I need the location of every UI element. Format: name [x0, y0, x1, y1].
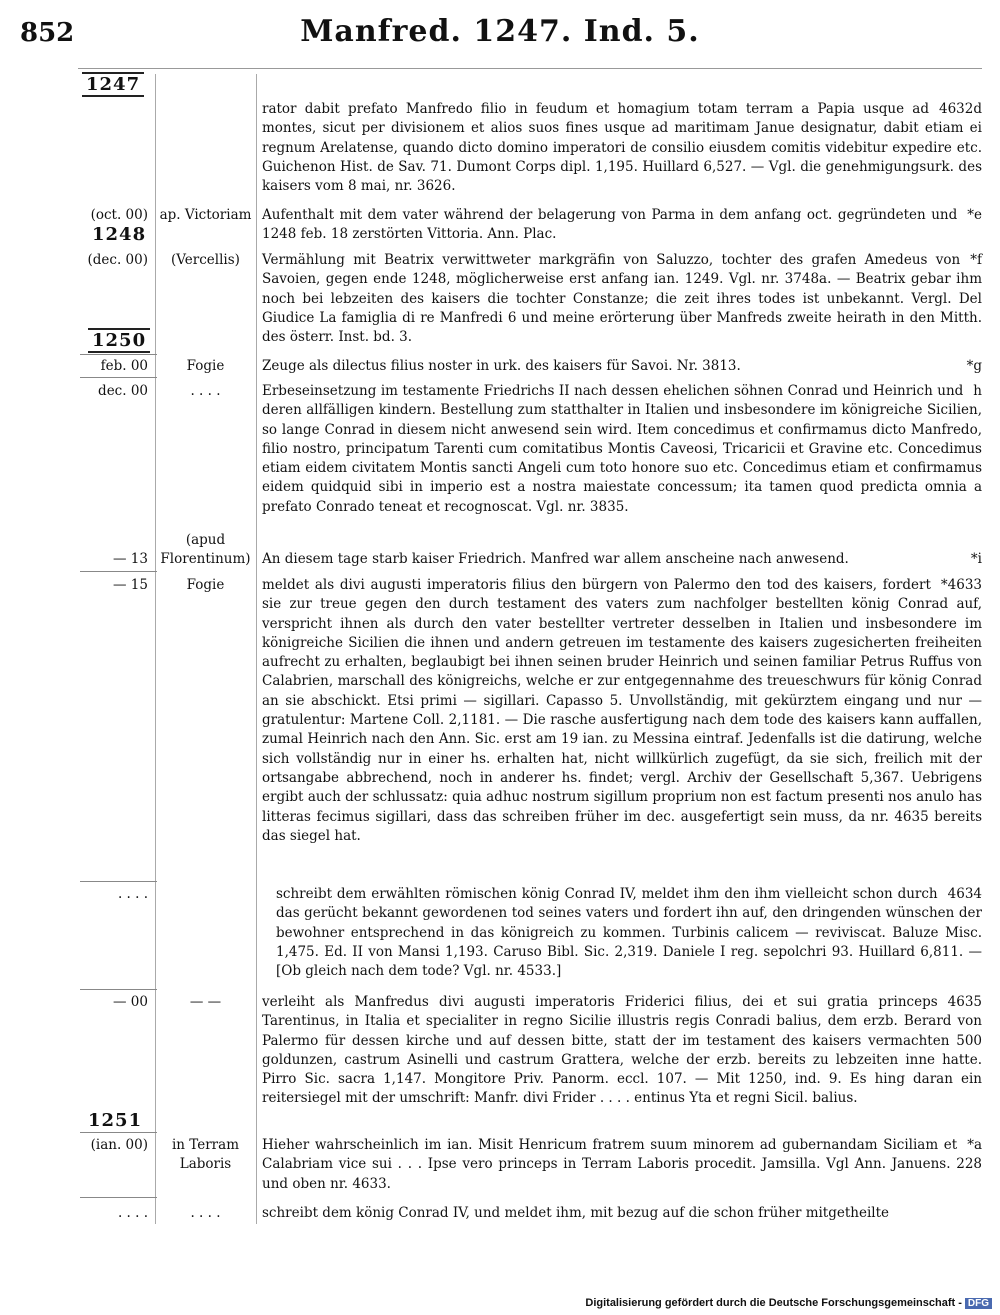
page-title: Manfred. 1247. Ind. 5.	[300, 14, 700, 49]
separator	[80, 377, 157, 378]
entry-text: Vermählung mit Beatrix verwittweter markgräfin von Saluzzo, tochter des grafen Amedeus von Savoien, gegen ende 1248, möglicherweise erst anfang ian. 1249. Vgl. nr. 3748a. — Beatrix gebar ihm noch bei lebzeiten des kaisers die tochter Constanze; die zeit ihres todes ist unbekannt. Vergl. Del Giudice La famiglia di re Manfredi 6 und meine erörterung über Manfreds zweite heirath in den Mitth. des österr. Inst. bd. 3.	[262, 252, 982, 346]
entry-place: Fogie	[186, 577, 225, 593]
entry-text: schreibt dem erwählten römischen könig Conrad IV, meldet ihm den ihm vielleicht schon durch das gerücht bekannt gewordenen tod seines vaters und fordert ihn auf, den dringenden wünschen der bewohner entsprechend in das königreich zu kommen. Turbinis calicem — reviviscat. Baluze Misc. 1,475. Ed. II von Mansi 1,193. Caruso Bibl. Sic. 2,319. Daniele I reg. sepolchri 93. Huillard 6,811. — [Ob gleich nach dem tode? Vgl. nr. 4533.]	[276, 886, 982, 980]
entry-text: Hieher wahrscheinlich im ian. Misit Henricum fratrem suum minorem ad gubernandam Siciliam et Calabriam vice sui . . . Ipse vero princeps in Terram Laboris procedit. Jamsilla. Vgl Ann. Januens. 228 und oben nr. 4633.	[262, 1137, 982, 1192]
entry-date: — 15	[113, 577, 148, 593]
entry-date: (ian. 00)	[90, 1137, 148, 1153]
entry-date: . . . .	[117, 1205, 148, 1221]
entry-place: . . . .	[190, 1205, 221, 1221]
entry-place: (Vercellis)	[171, 252, 240, 268]
entry-text: Erbeseinsetzung im testamente Friedrichs II nach dessen ehelichen söhnen Conrad und Heinrich und deren allfälligen kindern. Bestellung zum statthalter in Italien und insbesondere im königreiche Sicilien, so lange Conrad in diesem nicht anwesend sein wird. Item concedimus et confirmamus dicto Manfredo, filio nostro, principatum Tarenti cum comitatibus Montis Caveosi, Tricaricii et Gravine etc. Concedimus etiam eidem civitatem Montis sancti Angeli cum toto honore suo etc. Concedimus etiam et confirmamus eidem quidquid sibi in imperio est a nostra maiestate concessum; ita tamen quod predicta omnia a prefato Conrado teneat et recognoscat. Vgl. nr. 3835.	[262, 383, 982, 515]
entry-date: (oct. 00)	[90, 207, 148, 223]
separator	[80, 1132, 157, 1133]
entry-date: . . . .	[117, 886, 148, 902]
entry-number: *g	[966, 358, 982, 374]
entry-text: schreibt dem könig Conrad IV, und meldet ihm, mit bezug auf die schon früher mitgetheilte	[262, 1205, 890, 1221]
column-rule-place	[256, 74, 257, 1224]
separator	[80, 881, 157, 882]
entry-date: (dec. 00)	[87, 252, 148, 268]
entry-place: in Terram Laboris	[171, 1137, 239, 1173]
separator	[80, 989, 157, 990]
separator	[80, 354, 157, 355]
entry-place: — —	[189, 994, 222, 1010]
entry-number: *e	[967, 207, 982, 223]
column-rule-date	[155, 74, 156, 1224]
entry-number: h	[973, 383, 982, 399]
entry-number: *f	[970, 252, 982, 268]
footer-credit-text: Digitalisierung gefördert durch die Deutsche Forschungsgemeinschaft -	[585, 1297, 962, 1309]
entry-date: — 13	[113, 551, 148, 567]
entry-date: — 00	[113, 994, 148, 1010]
year-1250: 1250	[88, 328, 150, 353]
entry-place: ap. Victoriam	[159, 207, 252, 223]
page-number: 852	[20, 18, 75, 48]
entry-number: *i	[970, 551, 982, 567]
entry-place: . . . .	[190, 383, 221, 399]
entry-text: Aufenthalt mit dem vater während der belagerung von Parma in dem anfang oct. gegründeten und 1248 feb. 18 zerstörten Vittoria. Ann. Plac.	[262, 207, 958, 243]
entry-text: rator dabit prefato Manfredo filio in feudum et homagium totam terram a Papia usque ad montes, sicut per divisionem et alios suos fines usque ad maritimam Janue designatur, dabit etiam ei regnum Arelatense, quando dicto domino imperatori de consilio eiusdem comitis videbitur expedire etc. Guichenon Hist. de Sav. 71. Dumont Corps dipl. 1,195. Huillard 6,527. — Vgl. die genehmigungsurk. des kaisers vom 8 mai, nr. 3626.	[262, 101, 982, 195]
entry-text: Zeuge als dilectus filius noster in urk. des kaisers für Savoi. Nr. 3813.	[262, 358, 741, 374]
separator	[80, 571, 157, 572]
year-1248: 1248	[92, 224, 147, 245]
entry-date: feb. 00	[100, 358, 148, 374]
year-1251: 1251	[88, 1110, 143, 1131]
separator	[80, 1197, 157, 1198]
dfg-logo: DFG	[965, 1298, 992, 1309]
entry-number: 4632d	[939, 101, 982, 117]
entry-place: Fogie	[186, 358, 225, 374]
entry-text: verleiht als Manfredus divi augusti imperatoris Friderici filius, dei et sui gratia princeps Tarentinus, in Italia et specialiter in regno Sicilie illustris regis Conradi balius, dem erzb. Berard von Palermo für dessen kirche und auf dessen bitte, statt der im testament des kaisers vermachten 500 goldunzen, castrum Asinelli und castrum Grattera, welche der erzb. bereits zu lebzeiten inne hatte. Pirro Sic. sacra 1,147. Mongitore Priv. Panorm. eccl. 107. — Mit 1250, ind. 9. Es hing daran ein reitersiegel mit der umschrift: Manfr. divi Frider . . . . entinus Yta et regni Sicil. balius.	[262, 994, 982, 1107]
entry-number: 4634	[947, 886, 982, 902]
entry-number: *a	[967, 1137, 982, 1153]
entry-number: *4633	[940, 577, 982, 593]
footer-credit	[585, 1297, 992, 1309]
year-1247: 1247	[82, 72, 144, 97]
entry-date: dec. 00	[98, 383, 148, 399]
entry-text: meldet als divi augusti imperatoris filius den bürgern von Palermo den tod des kaisers, fordert sie zur treue gegen den durch testament des vaters zum nachfolger bestellten könig Conrad auf, verspricht ihnen als durch den vater bestellter vertreter desselben in Italien und insbesondere im königreiche Sicilien die ihnen und andern getreuen im testamente des kaisers zugesicherten freiheiten aufrecht zu erhalten, beglaubigt bei ihnen seinen bruder Heinrich und seinen familiar Petrus Ruffus von Calabrien, marschall des königreichs, welche er zur entgegennahme des treueschwurs für könig Conrad an sie abschickt. Etsi primi — sigillari. Capasso 5. Unvollständig, mit gekürztem eingang und nur — gratulentur: Martene Coll. 2,1181. — Die rasche ausfertigung nach dem tode des kaisers kann auffallen, zumal Heinrich nach den Ann. Sic. erst am 19 ian. zu Messina eintraf. Jedenfalls ist die datirung, welche sich vollständig nur in einer hs. erhalten hat, nicht willkürlich zugefügt, da sie sich, freilich mit der ortsangabe abbrechend, noch in anderer hs. findet; vergl. Archiv der Gesellschaft 5,367. Uebrigens ergibt auch der schlussatz: quia adhuc nostrum sigillum proprium non est factum presenti nos anulo has litteras fecimus sigillari, dass das schreiben früher im dec. ausgefertigt sein muss, da nr. 4635 bereits das siegel hat.	[262, 577, 982, 844]
entry-place: (apud Florentinum)	[160, 532, 251, 568]
header-rule	[78, 68, 982, 69]
entry-number: 4635	[947, 994, 982, 1010]
entry-text: An diesem tage starb kaiser Friedrich. Manfred war allem anscheine nach anwesend.	[262, 551, 849, 567]
